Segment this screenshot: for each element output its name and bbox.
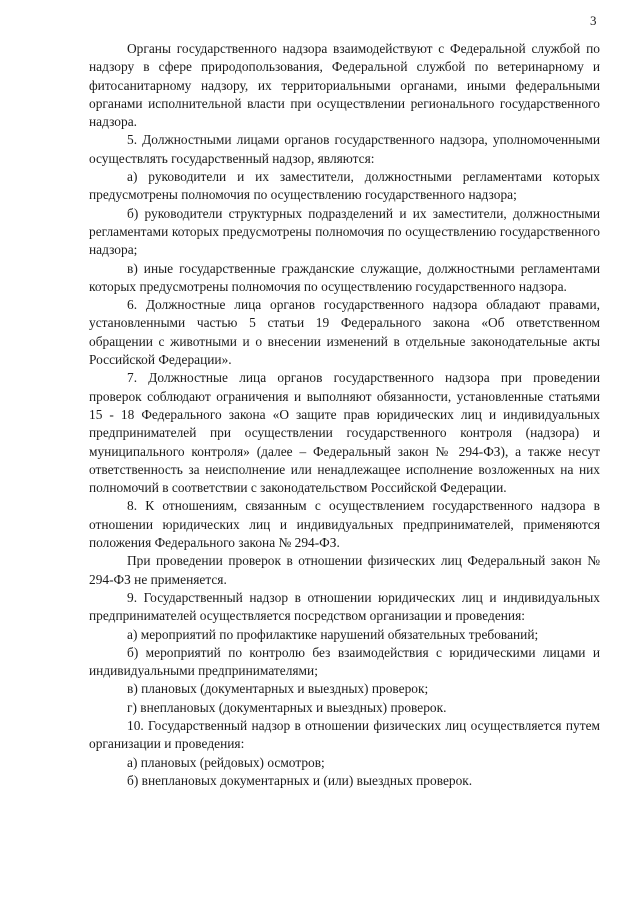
paragraph-8-note: При проведении проверок в отношении физических лиц Федеральный закон № 294-ФЗ не применяется. <box>89 553 600 587</box>
page-number: 3 <box>590 13 597 28</box>
paragraph-9b: б) мероприятий по контролю без взаимодействия с юридическими лицами и индивидуальными предпринимателями; <box>89 644 600 679</box>
paragraph-9c: в) плановых (документарных и выездных) проверок; <box>127 681 429 697</box>
paragraph-8: 8. К отношениям, связанным с осуществлением государственного надзора в отношении юридических лиц и индивидуальных предпринимателей, применяются положения Федерального закона № 294-ФЗ. <box>89 498 600 551</box>
paragraph-9: 9. Государственный надзор в отношении юридических лиц и индивидуальных предпринимателей осуществляется посредством организации и проведения: <box>89 589 600 624</box>
paragraph-intro: Органы государственного надзора взаимодействуют с Федеральной службой по надзору в сфере природопользования, Федеральной службой по ветеринарному и фитосанитарному надзору, их территориальными органами, иными федеральными органами исполнительной власти при осуществлении регионального государственного надзора. <box>89 41 600 130</box>
paragraph-10: 10. Государственный надзор в отношении физических лиц осуществляется путем организации и проведения: <box>89 717 600 752</box>
paragraph-7: 7. Должностные лица органов государственного надзора при проведении проверок соблюдают ограничения и выполняют обязанности, установленные статьями 15 - 18 Федерального закона «О защите прав юридических лиц и индивидуальных предпринимателей при осуществлении государственного контроля (надзора) и муниципального контроля» (далее – Федеральный закон № 294-ФЗ), а также несут ответственность за неисполнение или ненадлежащее исполнение возложенных на них полномочий в соответствии с законодательством Российской Федерации. <box>89 370 600 496</box>
paragraph-10b: б) внеплановых документарных и (или) выездных проверок. <box>127 772 473 788</box>
paragraph-9a: а) мероприятий по профилактике нарушений обязательных требований; <box>127 626 539 642</box>
paragraph-9d: г) внеплановых (документарных и выездных) проверок. <box>127 699 447 715</box>
paragraph-10a: а) плановых (рейдовых) осмотров; <box>127 754 325 770</box>
paragraph-5c: в) иные государственные гражданские служащие, должностными регламентами которых предусмотрены полномочия по осуществлению государственного надзора. <box>89 260 600 294</box>
paragraph-6: 6. Должностные лица органов государственного надзора обладают правами, установленными частью 5 статьи 19 Федерального закона «Об ответственном обращении с животными и о внесении изменений в отдельные законодательные акты Российской Федерации». <box>89 297 600 368</box>
paragraph-5a: а) руководители и их заместители, должностными регламентами которых предусмотрены полномочия по осуществлению государственного надзора; <box>89 169 600 203</box>
document-body <box>89 40 600 790</box>
paragraph-5: 5. Должностными лицами органов государственного надзора, уполномоченными осуществлять государственный надзор, являются: <box>89 132 600 166</box>
paragraph-5b: б) руководители структурных подразделений и их заместители, должностными регламентами которых предусмотрены полномочия по осуществлению государственного надзора; <box>89 205 600 258</box>
